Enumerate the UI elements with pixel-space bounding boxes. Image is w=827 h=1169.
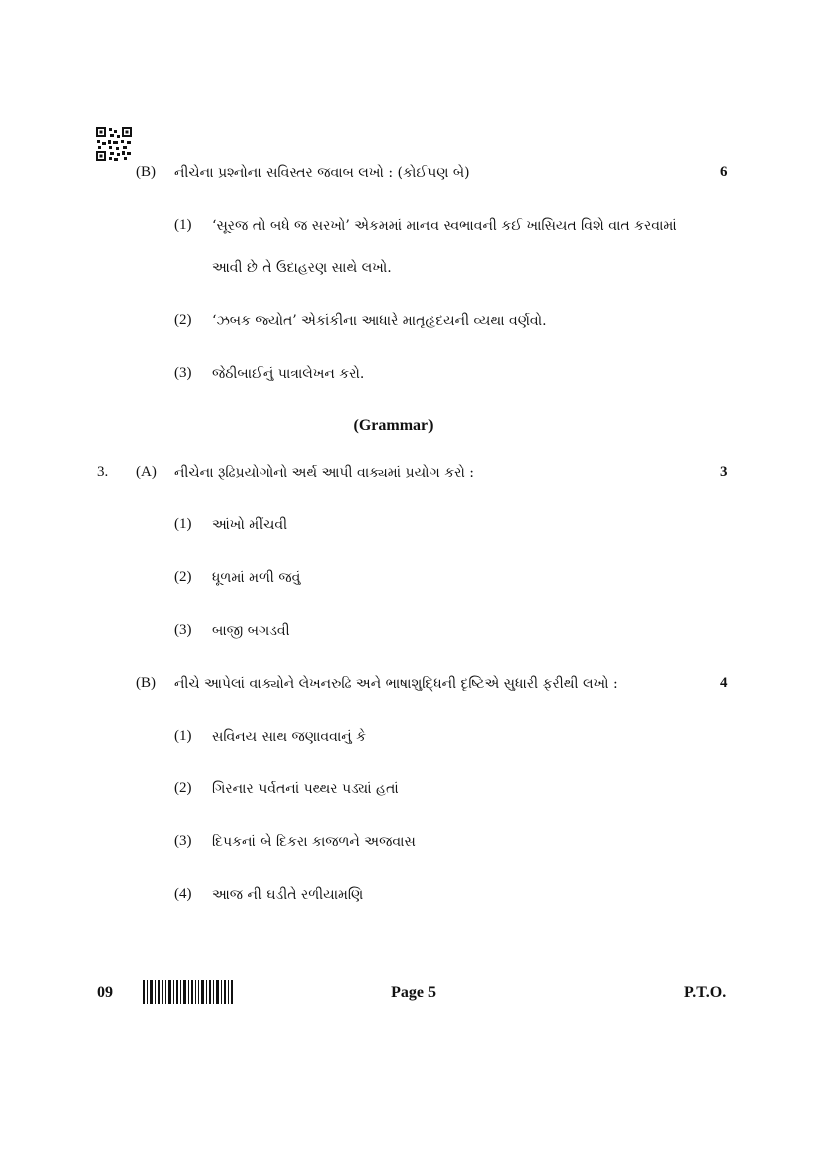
q3b-instruction: નીચે આપેલાં વાક્યોને લેખનરુઢિ અને ભાષાશુદ્ધિની દૃષ્ટિએ સુધારી ફરીથી લખો :	[174, 676, 618, 692]
q2b-item-1-number: (1)	[174, 217, 192, 233]
q2b-item-3-number: (3)	[174, 365, 192, 381]
q3a-instruction: નીચેના રૂઢિપ્રયોગોનો અર્થ આપી વાક્યમાં પ્રયોગ કરો :	[174, 465, 475, 481]
q3a-item-1-text: આંખો મીંચવી	[212, 517, 288, 533]
q3b-item-2-number: (2)	[174, 780, 192, 796]
q3a-item-3-text: બાજી બગડવી	[212, 623, 290, 639]
q3a-label: (A)	[136, 464, 157, 480]
q2b-item-1-text: ‘સૂરજ તો બધે જ સરખો’ એકમમાં માનવ સ્વભાવની કઈ ખાસિયત વિશે વાત કરવામાં	[212, 218, 677, 234]
q2b-item-1-text-cont: આવી છે તે ઉદાહરણ સાથે લખો.	[212, 260, 392, 276]
q3b-item-1-number: (1)	[174, 728, 192, 744]
footer-paper-code: 09	[97, 984, 113, 1001]
q3b-item-4-text: આજ ની ઘડીતે રળીયામણિ	[212, 887, 364, 903]
footer-page-number: Page 5	[391, 984, 436, 1001]
q3a-item-1-number: (1)	[174, 516, 192, 532]
q3a-item-3-number: (3)	[174, 622, 192, 638]
footer-pto: P.T.O.	[684, 984, 727, 1001]
q2b-instruction: નીચેના પ્રશ્નોના સવિસ્તર જવાબ લખો : (કોઈપણ બે)	[174, 165, 470, 181]
qr-code	[96, 127, 132, 161]
q3b-item-2-text: ગિરનાર પર્વતનાં પથ્થર પડ્યાં હતાં	[212, 781, 399, 797]
q3a-item-2-text: ધૂળમાં મળી જવું	[212, 570, 301, 586]
q3b-item-3-text: દિપકનાં બે દિકરા કાજળને અજવાસ	[212, 834, 416, 850]
q2b-marks: 6	[720, 164, 728, 180]
q2b-item-2-number: (2)	[174, 312, 192, 328]
q3b-item-4-number: (4)	[174, 886, 192, 902]
q3a-item-2-number: (2)	[174, 569, 192, 585]
section-heading-grammar: (Grammar)	[353, 417, 434, 434]
q2b-item-3-text: જેઠીબાઈનું પાત્રાલેખન કરો.	[212, 366, 365, 382]
q3b-item-3-number: (3)	[174, 833, 192, 849]
q3b-label: (B)	[136, 675, 156, 691]
q2b-item-2-text: ‘ઝબક જ્યોત’ એકાંકીના આધારે માતૃહૃદયની વ્યથા વર્ણવો.	[212, 313, 547, 329]
q3a-marks: 3	[720, 464, 728, 480]
q3-number: 3.	[97, 464, 109, 480]
q3b-item-1-text: સવિનય સાથ જણાવવાનું કે	[212, 729, 367, 745]
q3b-marks: 4	[720, 675, 728, 691]
q2b-label: (B)	[136, 164, 156, 180]
